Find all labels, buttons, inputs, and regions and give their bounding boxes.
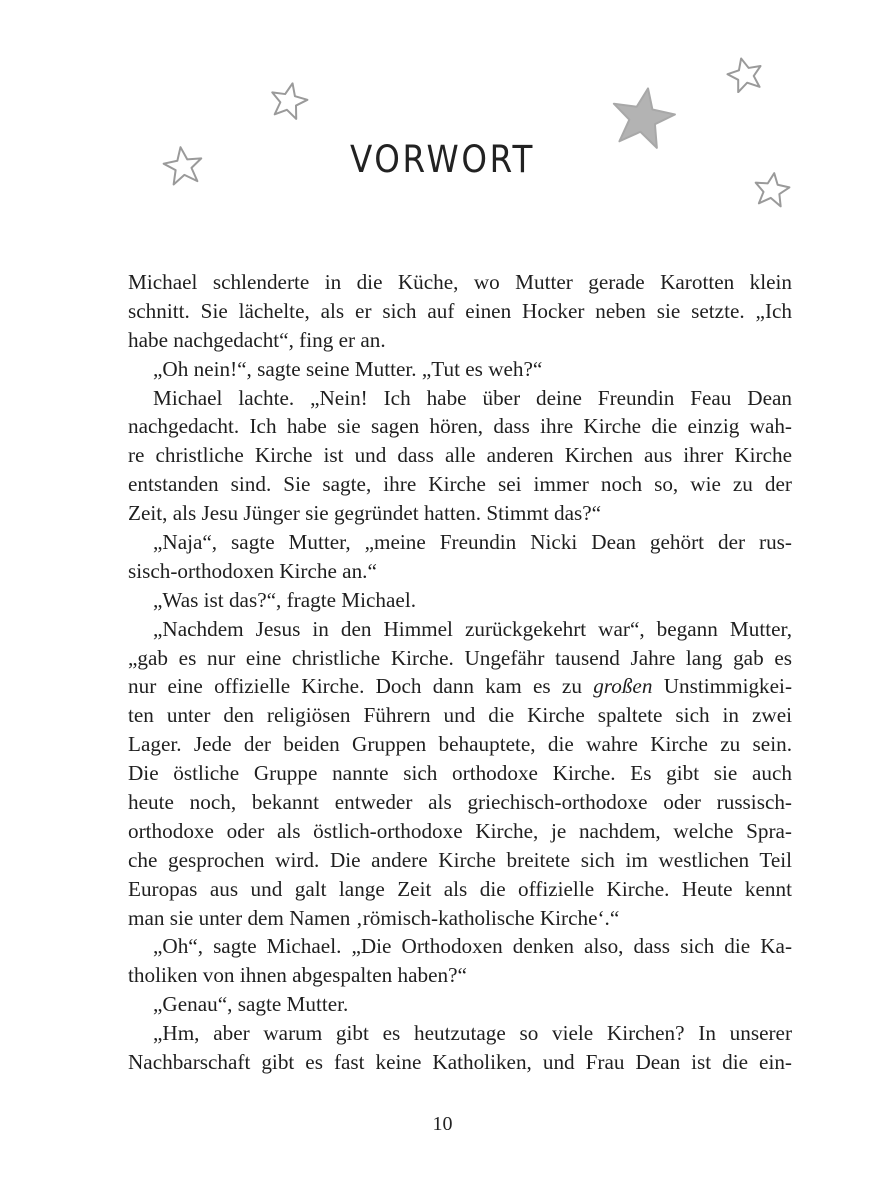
text-line: ten unter den religiösen Führern und die Kirche spaltete sich in zwei <box>128 703 792 728</box>
text-line: „gab es nur eine christliche Kirche. Ungefähr tausend Jahre lang gab es <box>128 645 792 670</box>
text-line: orthodoxe oder als östlich-orthodoxe Kirche, je nachdem, welche Spra- <box>128 818 792 843</box>
text-line: „Oh nein!“, sagte seine Mutter. „Tut es weh?“ <box>153 356 543 381</box>
text-line: Die östliche Gruppe nannte sich orthodoxe Kirche. Es gibt sie auch <box>128 761 792 786</box>
page-number: 10 <box>432 1113 453 1135</box>
text-line: nachgedacht. Ich habe sie sagen hören, dass ihre Kirche die einzig wah- <box>128 414 792 439</box>
text-line: tholiken von ihnen abgespalten haben?“ <box>128 963 467 988</box>
text-line: Michael schlenderte in die Küche, wo Mutter gerade Karotten klein <box>128 270 792 294</box>
text-line: „Nachdem Jesus in den Himmel zurückgekehrt war“, begann Mutter, <box>153 616 792 641</box>
text-line: Nachbarschaft gibt es fast keine Katholiken, und Frau Dean ist die ein- <box>128 1050 792 1075</box>
text-line: „Genau“, sagte Mutter. <box>153 992 349 1017</box>
text-line: Michael lachte. „Nein! Ich habe über deine Freundin Feau Dean <box>153 385 792 410</box>
text-line: man sie unter dem Namen ‚römisch-katholische Kirche‘.“ <box>128 905 620 930</box>
text-line: entstanden sind. Sie sagte, ihre Kirche sei immer noch so, wie zu der <box>128 472 792 497</box>
chapter-title: VORWORT <box>349 138 536 181</box>
text-line: „Hm, aber warum gibt es heutzutage so viele Kirchen? In unserer <box>153 1021 792 1046</box>
text-line: „Naja“, sagte Mutter, „meine Freundin Nicki Dean gehört der rus- <box>153 530 792 555</box>
text-line: heute noch, bekannt entweder als griechisch-orthodoxe oder russisch- <box>128 790 792 815</box>
star-outline-icon <box>268 80 310 120</box>
body-text <box>128 268 792 1077</box>
star-outline-icon <box>725 55 765 93</box>
text-line: Lager. Jede der beiden Gruppen behauptete, die wahre Kirche zu sein. <box>128 732 792 757</box>
text-line: nur eine offizielle Kirche. Doch dann kam es zu großen Unstimmigkei- <box>128 674 793 699</box>
text-line: schnitt. Sie lächelte, als er sich auf einen Hocker neben sie setzte. „Ich <box>128 298 792 323</box>
emphasized-word: großen <box>593 674 653 699</box>
text-line: habe nachgedacht“, fing er an. <box>128 327 386 352</box>
text-line: che gesprochen wird. Die andere Kirche breitete sich im westlichen Teil <box>128 847 792 872</box>
text-line: Europas aus und galt lange Zeit als die offizielle Kirche. Heute kennt <box>128 876 792 901</box>
text-line: Zeit, als Jesu Jünger sie gegründet hatten. Stimmt das?“ <box>128 501 602 526</box>
text-line: sisch-orthodoxen Kirche an.“ <box>128 558 377 583</box>
text-line: „Oh“, sagte Michael. „Die Orthodoxen denken also, dass sich die Ka- <box>153 934 792 959</box>
text-line: „Was ist das?“, fragte Michael. <box>153 587 417 612</box>
text-line: re christliche Kirche ist und dass alle anderen Kirchen aus ihrer Kirche <box>128 443 792 468</box>
